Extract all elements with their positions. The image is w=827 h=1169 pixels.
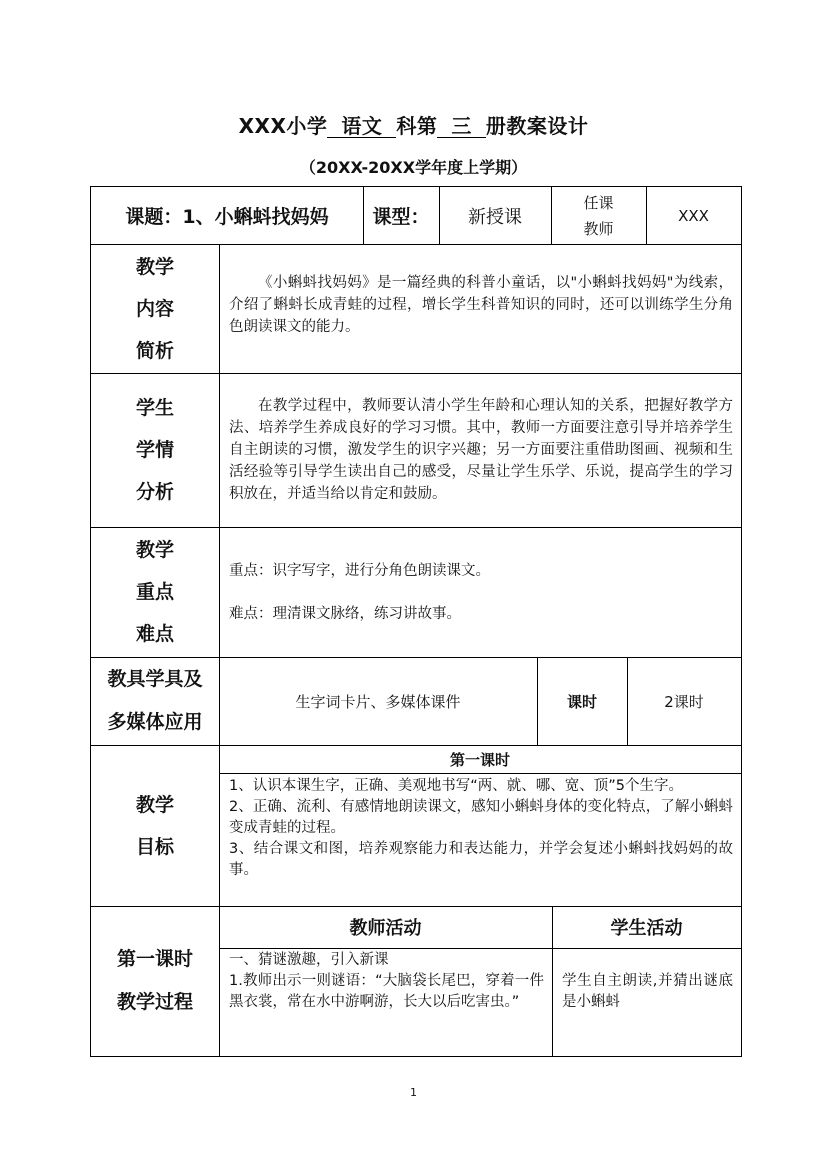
title-suffix: 册教案设计 (485, 114, 589, 138)
teacher-value: XXX (678, 206, 709, 225)
label-line: 第一课时 (116, 948, 193, 970)
content-analysis-text: 《小蝌蚪找妈妈》是一篇经典的科普小童话，以"小蝌蚪找妈妈"为线索，介绍了蝌蚪长成青蛙的过程，增长学生科普知识的同时，还可以训练学生分角色朗读课文的能力。 (229, 275, 733, 335)
teacher-activity-text: 1.教师出示一则谜语：“大脑袋长尾巴，穿着一件黑衣裳，常在水中游啊游，长大以后吃害虫。” (229, 973, 544, 1010)
type-value: 新授课 (468, 206, 522, 228)
teacher-label (551, 187, 646, 244)
label-line: 简析 (135, 339, 174, 362)
label-line: 教学 (135, 793, 174, 816)
tools-value: 生字词卡片、多媒体课件 (295, 692, 461, 711)
term-subtitle: （20XX-20XX学年度上学期） (299, 158, 528, 177)
key-points-label (91, 527, 219, 657)
objectives-period: 第一课时 (449, 750, 510, 769)
subject-field: 语文 (327, 115, 396, 138)
label-line: 教具学具及 (107, 668, 203, 690)
school-name: XXX小学 (238, 114, 328, 138)
student-analysis-text: 在教学过程中，教师要认清小学生年龄和心理认知的关系，把握好教学方法、培养学生养成良好的学习习惯。其中，教师一方面要注意引导并培养学生自主朗读的习惯，激发学生的识字兴趣；另一方面要注重借助图画、视频和生活经验等引导学生读出自己的感受，尽量让学生乐学、乐说，提高学生的学习积放在，并适当给以肯定和鼓励。 (229, 398, 733, 502)
label-line: 教学 (135, 255, 174, 278)
difficult-point-text: 难点：理清课文脉络，练习讲故事。 (229, 606, 461, 622)
topic-cell: 课题：1、小蝌蚪找妈妈 (125, 206, 329, 228)
teacher-activity-cell (221, 950, 552, 1013)
process-label (91, 906, 219, 1056)
type-label: 课型： (372, 206, 430, 228)
page-number: 1 (410, 1086, 417, 1099)
key-point-text: 重点：识字写字，进行分角色朗读课文。 (229, 563, 490, 579)
teacher-step: 一、猜谜激趣，引入新课 (229, 952, 389, 968)
label-line: 多媒体应用 (107, 711, 203, 733)
label-line: 教学 (135, 539, 174, 561)
label-line: 学情 (135, 439, 174, 461)
lesson-plan-table (90, 186, 742, 1057)
student-activity-header: 学生活动 (610, 918, 683, 939)
document-title (0, 110, 827, 139)
title-mid: 科第 (396, 114, 438, 138)
objective-item: 2、正确、流利、有感情地朗读课文，感知小蝌蚪身体的变化特点，了解小蝌蚪变成青蛙的过程。 (229, 799, 733, 836)
label-line: 难点 (135, 623, 174, 645)
label-line: 分析 (135, 481, 174, 503)
label-line: 内容 (135, 297, 174, 320)
objectives-label (91, 745, 219, 906)
hours-label: 课时 (566, 692, 597, 711)
objective-item: 3、结合课文和图，培养观察能力和表达能力，并学会复述小蝌蚪找妈妈的故事。 (229, 841, 733, 878)
objectives-list (221, 776, 741, 881)
content-analysis-label (91, 244, 219, 373)
student-analysis-label (91, 373, 219, 527)
teacher-label-line1: 任课 (583, 193, 614, 212)
label-line: 学生 (135, 397, 174, 419)
hours-value: 2课时 (664, 692, 704, 711)
grade-field: 三 (437, 115, 486, 138)
tools-label (91, 657, 219, 745)
student-activity-text: 学生自主朗读,并猜出谜底是小蝌蚪 (562, 973, 733, 1010)
label-line: 教学过程 (116, 991, 193, 1013)
teacher-activity-header: 教师活动 (349, 918, 422, 939)
label-line: 目标 (135, 835, 174, 858)
label-line: 重点 (135, 581, 174, 603)
teacher-label-line2: 教师 (583, 219, 614, 238)
objective-item: 1、认识本课生字，正确、美观地书写“两、就、哪、宽、顶”5个生字。 (229, 778, 683, 794)
